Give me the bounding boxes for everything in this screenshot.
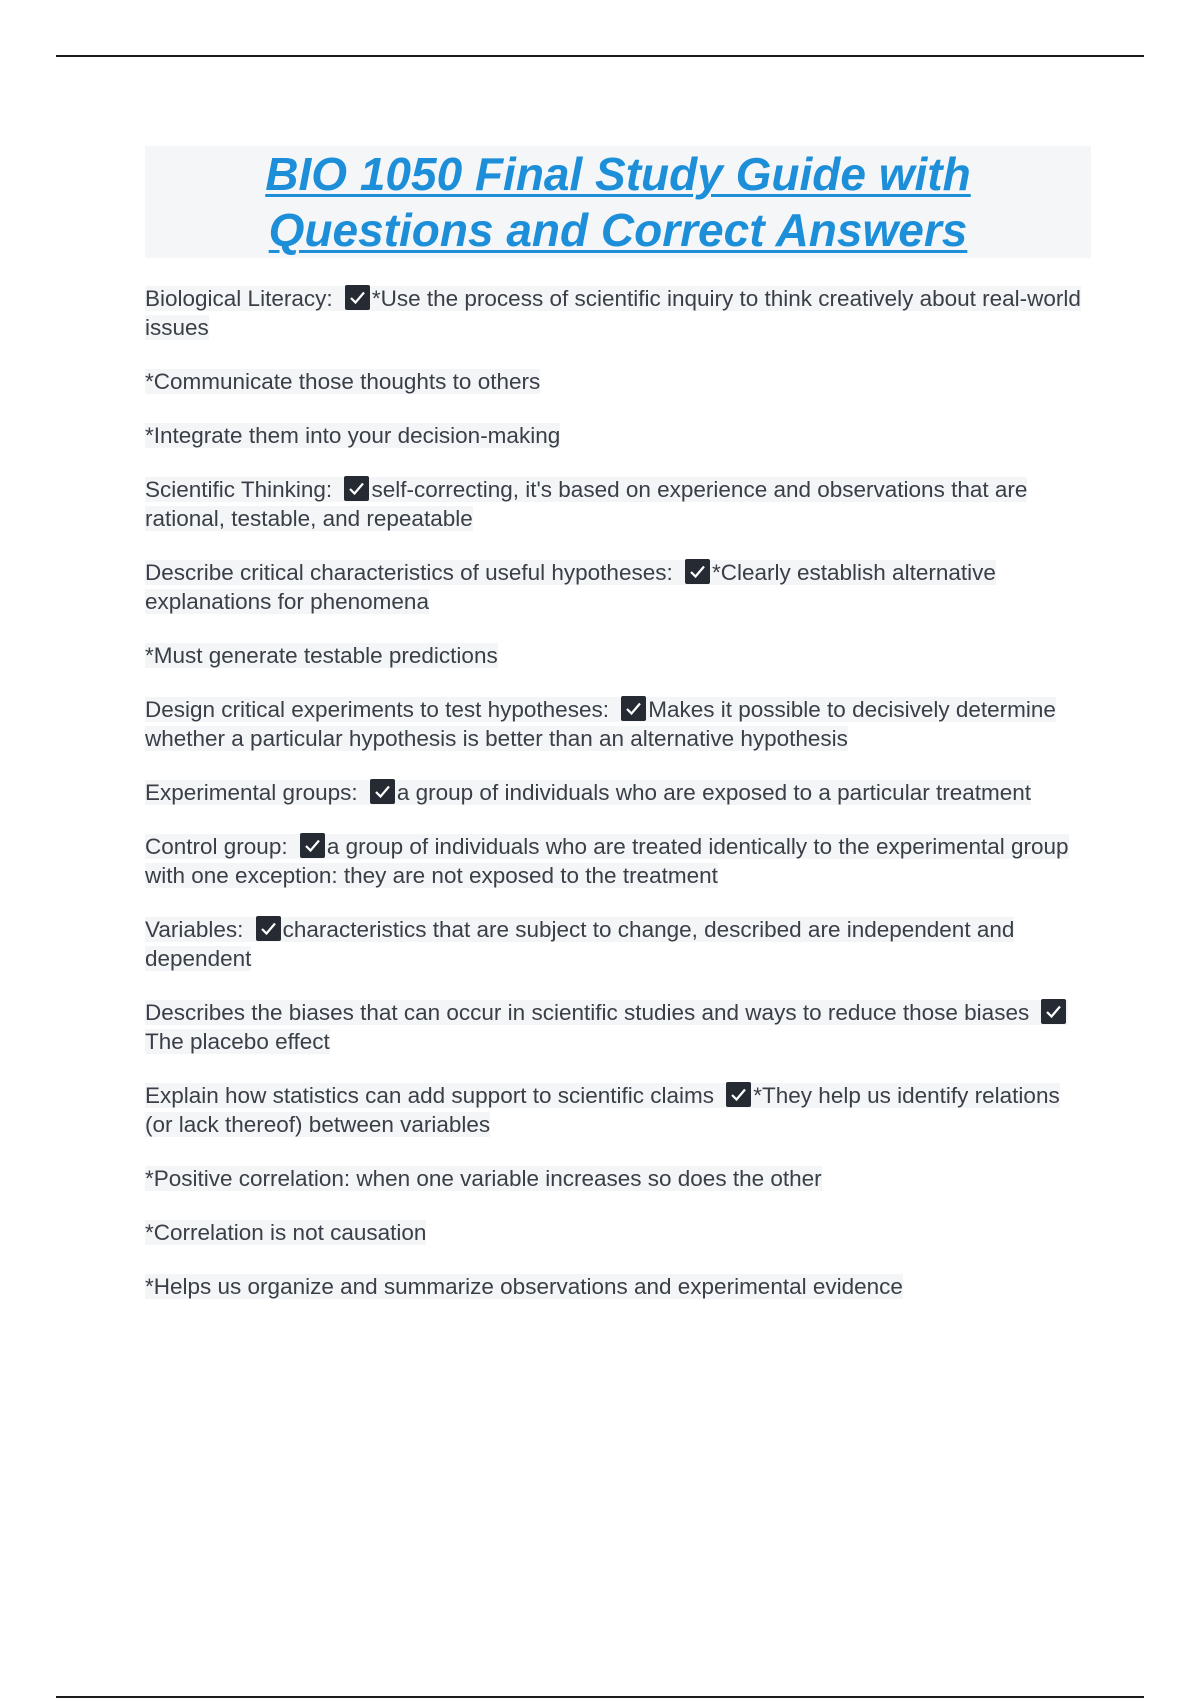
- entry: [145, 915, 1091, 973]
- checkmark-icon: [621, 696, 646, 721]
- entry: [145, 695, 1091, 753]
- entry-answer: characteristics that are subject to change, described are independent and dependent: [145, 917, 1015, 971]
- entry-text: *Communicate those thoughts to others: [145, 369, 541, 394]
- title-banner: [145, 146, 1091, 258]
- checkmark-icon: [685, 559, 710, 584]
- entry-text: *Must generate testable predictions: [145, 643, 498, 668]
- entry-term: Explain how statistics can add support to scientific claims: [145, 1083, 715, 1108]
- entry: [145, 475, 1091, 533]
- entry-term: Experimental groups:: [145, 780, 358, 805]
- entry-term: Control group:: [145, 834, 288, 859]
- checkmark-icon: [345, 285, 370, 310]
- entry-answer: Makes it possible to decisively determine whether a particular hypothesis is better than an alternative hypothesis: [145, 697, 1056, 751]
- entry-term: Describes the biases that can occur in scientific studies and ways to reduce those biases: [145, 1000, 1030, 1025]
- entry: [145, 1218, 1091, 1247]
- entry: [145, 558, 1091, 616]
- entry-term: Scientific Thinking:: [145, 477, 333, 502]
- entry-term: Describe critical characteristics of useful hypotheses:: [145, 560, 673, 585]
- checkmark-icon: [256, 916, 281, 941]
- entry: [145, 778, 1091, 807]
- checkmark-icon: [1041, 999, 1066, 1024]
- checkmark-icon: [370, 779, 395, 804]
- entry: [145, 641, 1091, 670]
- entry: [145, 832, 1091, 890]
- entry: [145, 421, 1091, 450]
- entry-text: *Integrate them into your decision-making: [145, 423, 561, 448]
- entry: [145, 1081, 1091, 1139]
- page-title-line-2: Questions and Correct Answers: [268, 204, 968, 256]
- entry: [145, 1272, 1091, 1301]
- entry-answer: a group of individuals who are treated identically to the experimental group with one exception: they are not exposed to the treatment: [145, 834, 1069, 888]
- page-title-line-1: BIO 1050 Final Study Guide with: [265, 148, 971, 200]
- entry-answer: *Use the process of scientific inquiry to think creatively about real-world issues: [145, 286, 1081, 340]
- entry-answer: self-correcting, it's based on experience and observations that are rational, testable, and repeatable: [145, 477, 1028, 531]
- entry-answer: a group of individuals who are exposed to a particular treatment: [396, 780, 1031, 805]
- entry: [145, 998, 1091, 1056]
- entry-term: Biological Literacy:: [145, 286, 333, 311]
- entry: [145, 284, 1091, 342]
- entry-text: *Correlation is not causation: [145, 1220, 427, 1245]
- entry-answer: The placebo effect: [145, 1029, 330, 1054]
- entry-text: *Positive correlation: when one variable increases so does the other: [145, 1166, 822, 1191]
- study-guide-entries: [145, 284, 1091, 1326]
- entry-term: Design critical experiments to test hypotheses:: [145, 697, 609, 722]
- checkmark-icon: [300, 833, 325, 858]
- entry: [145, 367, 1091, 396]
- checkmark-icon: [726, 1082, 751, 1107]
- header-rule: [56, 55, 1144, 57]
- entry-term: Variables:: [145, 917, 244, 942]
- footer-rule: [56, 1696, 1144, 1698]
- entry-answer: *They help us identify relations (or lack thereof) between variables: [145, 1083, 1060, 1137]
- entry-text: *Helps us organize and summarize observations and experimental evidence: [145, 1274, 903, 1299]
- entry-answer: *Clearly establish alternative explanations for phenomena: [145, 560, 996, 614]
- entry: [145, 1164, 1091, 1193]
- checkmark-icon: [344, 476, 369, 501]
